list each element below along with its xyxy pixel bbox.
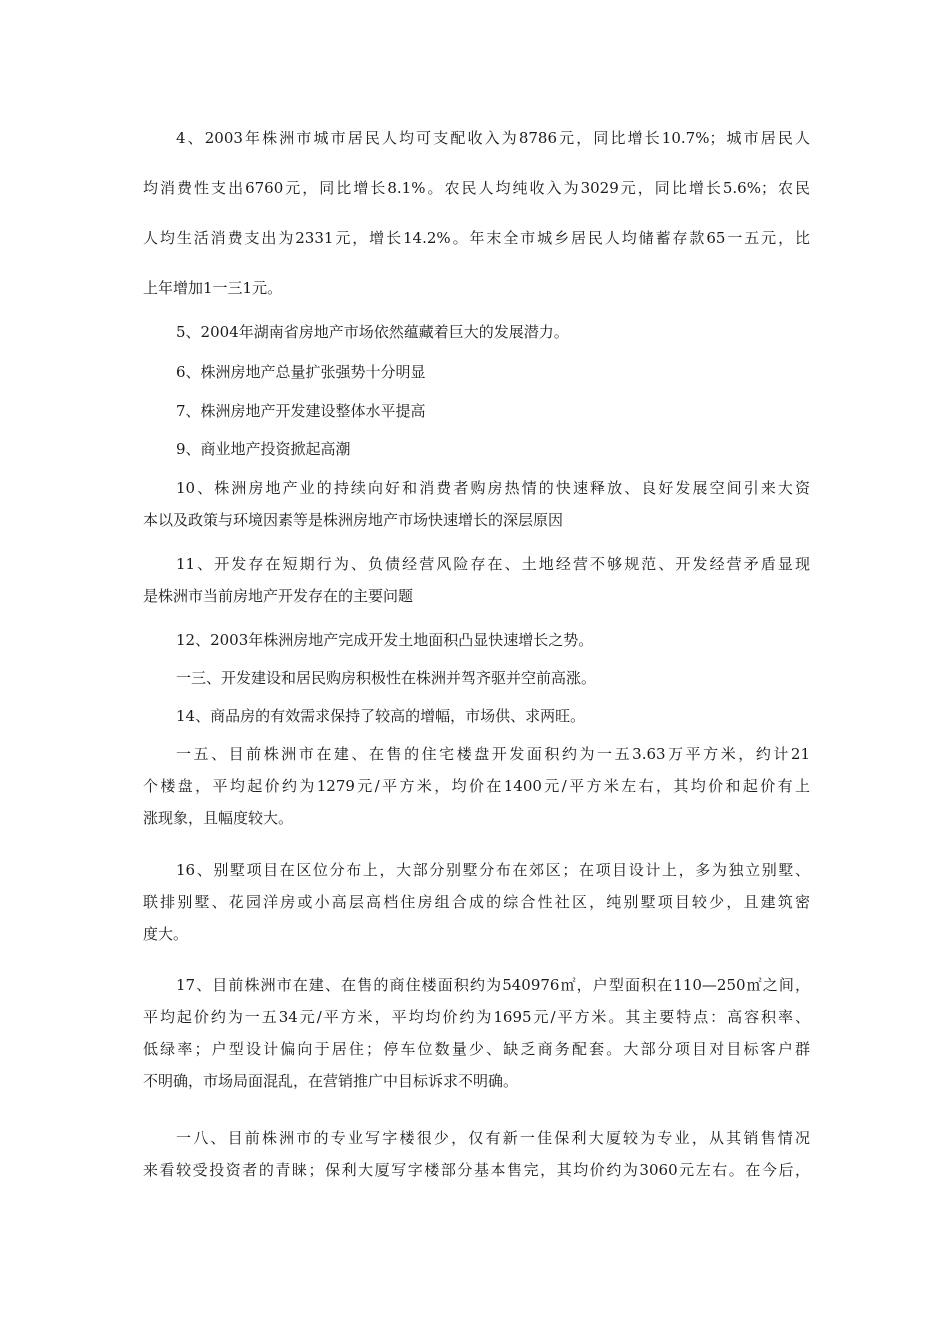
- text-line: 不明确，市场局面混乱，在营销推广中目标诉求不明确。: [143, 1072, 519, 1090]
- text-line: 6、株洲房地产总量扩张强势十分明显: [176, 363, 426, 381]
- text-line: 是株洲市当前房地产开发存在的主要问题: [143, 587, 414, 605]
- text-line: 一三、开发建设和居民购房积极性在株洲并驾齐驱并空前高涨。: [176, 669, 597, 687]
- text-line: 14、商品房的有效需求保持了较高的增幅，市场供、求两旺。: [176, 707, 586, 725]
- text-line: 来看较受投资者的青睐；保利大厦写字楼部分基本售完，其均价约为3060元左右。在今后，: [143, 1161, 810, 1179]
- text-line: 5、2004年湖南省房地产市场依然蕴藏着巨大的发展潜力。: [176, 323, 569, 341]
- text-line: 人均生活消费支出为2331元，增长14.2%。年末全市城乡居民人均储蓄存款65一五元，比: [143, 229, 810, 247]
- text-line: 低绿率；户型设计偏向于居住；停车位数量少、缺乏商务配套。大部分项目对目标客户群: [143, 1040, 810, 1058]
- text-line: 度大。: [143, 925, 189, 943]
- paragraph-16: [143, 860, 810, 944]
- text-line: 16、别墅项目在区位分布上，大部分别墅分布在郊区；在项目设计上，多为独立别墅、: [176, 861, 810, 879]
- paragraph-5: [143, 322, 810, 342]
- paragraph-18: [143, 1128, 810, 1180]
- text-line: 10、株洲房地产业的持续向好和消费者购房热情的快速释放、良好发展空间引来大资: [176, 479, 810, 497]
- text-line: 平均起价约为一五34元/平方米，平均均价约为1695元/平方米。其主要特点：高容积率、: [143, 1008, 810, 1026]
- paragraph-14: [143, 706, 810, 726]
- text-line: 本以及政策与环境因素等是株洲房地产市场快速增长的深层原因: [143, 511, 564, 529]
- paragraph-15: [143, 744, 810, 828]
- paragraph-6: [143, 362, 810, 382]
- text-line: 11、开发存在短期行为、负债经营风险存在、土地经营不够规范、开发经营矛盾显现: [176, 555, 810, 573]
- text-line: 联排别墅、花园洋房或小高层高档住房组合成的综合性社区，纯别墅项目较少，且建筑密: [143, 893, 810, 911]
- paragraph-7: [143, 401, 810, 421]
- text-line: 17、目前株洲市在建、在售的商住楼面积约为540976㎡，户型面积在110—250㎡之间，: [176, 976, 810, 994]
- paragraph-13: [143, 668, 810, 688]
- text-line: 12、2003年株洲房地产完成开发土地面积凸显快速增长之势。: [176, 631, 594, 649]
- text-line: 均消费性支出6760元，同比增长8.1%。农民人均纯收入为3029元，同比增长5.6%；农民: [143, 179, 810, 197]
- paragraph-10: [143, 478, 810, 530]
- paragraph-4: [143, 128, 810, 298]
- paragraph-12: [143, 630, 810, 650]
- text-line: 4、2003年株洲市城市居民人均可支配收入为8786元，同比增长10.7%；城市居民人: [176, 129, 810, 147]
- document-page: [143, 0, 810, 1344]
- text-line: 一八、目前株洲市的专业写字楼很少，仅有新一佳保利大厦较为专业，从其销售情况: [176, 1129, 810, 1147]
- text-line: 个楼盘，平均起价约为1279元/平方米，均价在1400元/平方米左右，其均价和起价有上: [143, 777, 810, 795]
- text-line: 上年增加1一三1元。: [143, 279, 283, 297]
- text-line: 9、商业地产投资掀起高潮: [176, 440, 351, 458]
- paragraph-9: [143, 439, 810, 459]
- paragraph-17: [143, 975, 810, 1091]
- text-line: 7、株洲房地产开发建设整体水平提高: [176, 402, 426, 420]
- paragraph-11: [143, 554, 810, 606]
- text-line: 涨现象，且幅度较大。: [143, 809, 294, 827]
- text-line: 一五、目前株洲市在建、在售的住宅楼盘开发面积约为一五3.63万平方米，约计21: [176, 745, 810, 763]
